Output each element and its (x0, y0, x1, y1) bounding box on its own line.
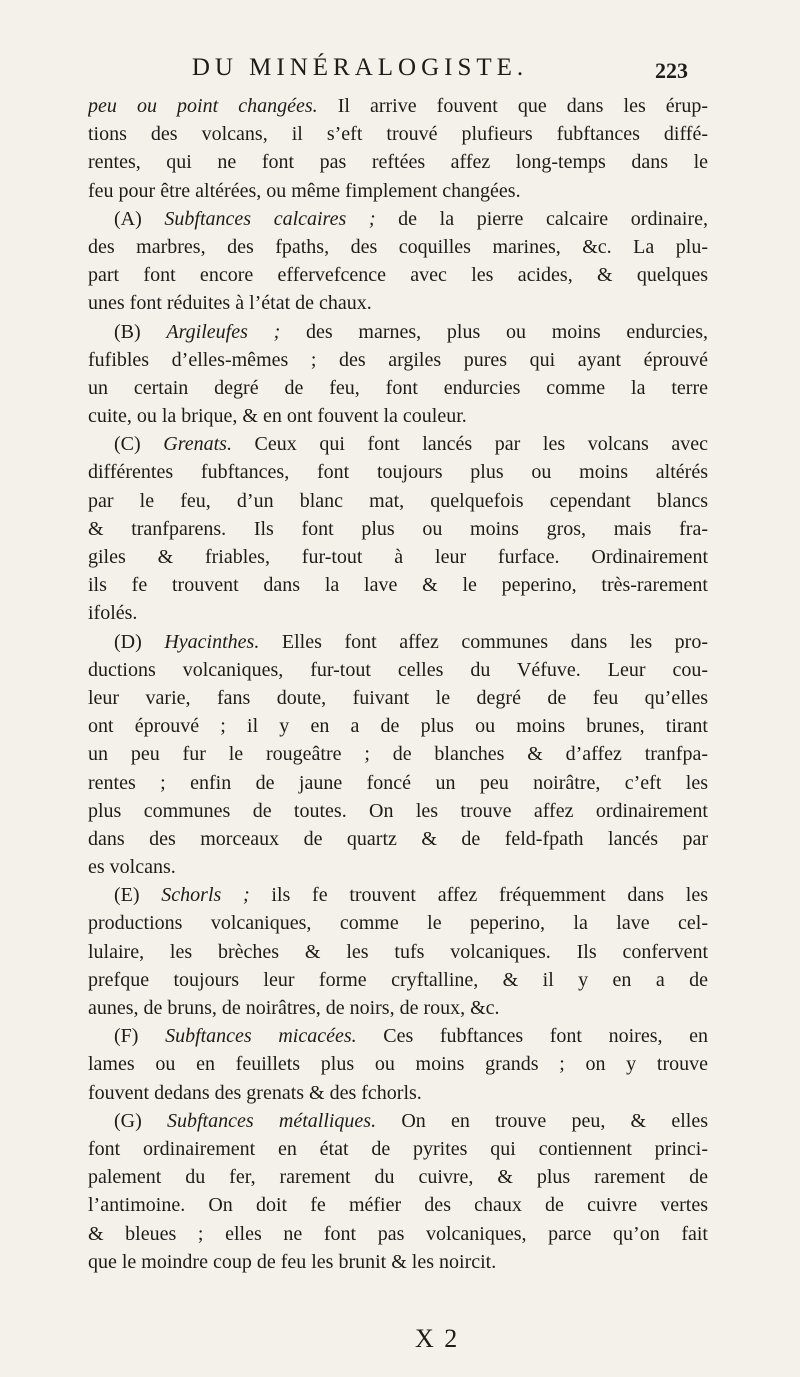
text-line (88, 1050, 708, 1078)
text-segment: Il arrive fouvent que dans les érup- (317, 95, 708, 117)
text-line (88, 909, 708, 937)
text-segment: dans des morceaux de quartz & de feld-fpath lancés par (88, 827, 708, 850)
text-line (88, 684, 708, 712)
text-line (88, 92, 708, 120)
text-segment: fouvent dedans des grenats & des fchorls. (88, 1081, 422, 1104)
text-line (88, 458, 708, 486)
text-line (88, 430, 708, 458)
text-segment: Ceux qui font lancés par les volcans avec (231, 433, 708, 456)
italic-text-segment: Hyacinthes. (164, 630, 260, 653)
text-segment: giles & friables, fur-tout à leur furface. Ordinairement (88, 546, 708, 568)
running-head (90, 48, 690, 88)
text-segment: ils fe trouvent affez fréquemment dans les (249, 884, 708, 907)
text-line (88, 402, 708, 430)
text-segment: (C) (114, 433, 164, 456)
text-line (88, 769, 708, 797)
text-segment: (F) (114, 1025, 166, 1048)
text-segment: & tranfparens. Ils font plus ou moins gros, mais fra- (88, 517, 708, 540)
text-segment: l’antimoine. On doit fe méfier des chaux de cuivre vertes (88, 1194, 708, 1217)
page-number: 223 (655, 58, 688, 83)
text-segment: différentes fubftances, font toujours plus ou moins altérés (88, 461, 708, 484)
text-segment: Elles font affez communes dans les pro- (259, 630, 708, 653)
text-line (88, 374, 708, 402)
text-segment: lames ou en feuillets plus ou moins grands ; on y trouve (88, 1053, 708, 1076)
text-segment: (G) (114, 1109, 167, 1132)
text-segment: es volcans. (88, 856, 176, 879)
text-line (88, 571, 708, 599)
text-line (88, 628, 708, 656)
text-segment: (A) (114, 207, 165, 230)
text-line (88, 853, 708, 881)
text-segment: rentes ; enfin de jaune foncé un peu noirâtre, c’eft les (88, 771, 708, 794)
italic-text-segment: Subftances métalliques. (167, 1109, 377, 1132)
text-segment: (E) (114, 884, 162, 907)
text-segment: tions des volcans, il s’eft trouvé plufieurs fubftances diffé- (88, 123, 708, 146)
text-segment: fufibles d’elles-mêmes ; des argiles pures qui ayant éprouvé (88, 348, 708, 371)
text-line (88, 318, 708, 346)
text-line (88, 515, 708, 543)
text-line (88, 825, 708, 853)
text-line (88, 938, 708, 966)
text-segment: ont éprouvé ; il y en a de plus ou moins brunes, tirant (88, 715, 708, 738)
text-segment: rentes, qui ne font pas reftées affez long-temps dans le (88, 151, 708, 174)
text-line (88, 994, 708, 1022)
text-segment: un certain degré de feu, font endurcies comme la terre (88, 376, 708, 399)
text-segment: unes font réduites à l’état de chaux. (88, 292, 372, 315)
text-segment: ductions volcaniques, fur-tout celles du Véfuve. Leur cou- (88, 658, 708, 681)
text-line (88, 1220, 708, 1248)
text-line (88, 1022, 708, 1050)
italic-text-segment: Subftances micacées. (165, 1025, 357, 1048)
text-line (88, 656, 708, 684)
text-segment: palement du fer, rarement du cuivre, & plus rarement de (88, 1166, 708, 1189)
text-segment: prefque toujours leur forme cryftalline, & il y en a de (88, 968, 708, 991)
text-line (88, 712, 708, 740)
text-segment: (B) (114, 320, 167, 343)
text-segment: leur varie, fans doute, fuivant le degré de feu qu’elles (88, 686, 708, 709)
text-line (88, 261, 708, 289)
text-segment: (D) (114, 630, 165, 653)
text-segment: cuite, ou la brique, & en ont fouvent la couleur. (88, 405, 467, 428)
text-segment: productions volcaniques, comme le peperino, la lave cel- (88, 912, 708, 935)
text-segment: feu pour être altérées, ou même fimplement changées. (88, 179, 521, 202)
italic-text-segment: Argileufes ; (166, 320, 281, 343)
signature-mark: X 2 (415, 1324, 460, 1353)
text-line (88, 1248, 708, 1276)
text-line (88, 177, 708, 205)
text-line (88, 120, 708, 148)
text-segment: un peu fur le rougeâtre ; de blanches & d’affez tranfpa- (88, 743, 708, 766)
italic-text-segment: Schorls ; (161, 884, 250, 907)
text-segment: & bleues ; elles ne font pas volcaniques, parce qu’on fait (88, 1222, 708, 1245)
text-segment: aunes, de bruns, de noirâtres, de noirs, de roux, &c. (88, 997, 500, 1019)
text-line (88, 1191, 708, 1219)
text-segment: ifolés. (88, 602, 138, 625)
text-line (88, 599, 708, 627)
text-line (88, 233, 708, 261)
text-segment: part font encore effervefcence avec les acides, & quelques (88, 264, 708, 287)
text-line (88, 797, 708, 825)
text-line (88, 543, 708, 571)
text-line (88, 1107, 708, 1135)
text-segment: Ces fubftances font noires, en (356, 1025, 708, 1048)
italic-text-segment: peu ou point changées. (88, 95, 318, 117)
text-line (88, 487, 708, 515)
text-segment: font ordinairement en état de pyrites qui contiennent princi- (88, 1137, 708, 1160)
text-line (88, 205, 708, 233)
text-segment: que le moindre coup de feu les brunit & les noircit. (88, 1250, 497, 1273)
text-segment: plus communes de toutes. On les trouve affez ordinairement (88, 799, 708, 822)
running-head-title: DU MINÉRALOGISTE. (191, 54, 529, 81)
text-line (88, 1163, 708, 1191)
text-line (88, 1135, 708, 1163)
text-segment: par le feu, d’un blanc mat, quelquefois cependant blancs (88, 489, 708, 512)
text-segment: On en trouve peu, & elles (376, 1109, 708, 1132)
text-line (88, 289, 708, 317)
text-segment: des marnes, plus ou moins endurcies, (280, 320, 708, 343)
text-segment: ils fe trouvent dans la lave & le peperino, très-rarement (88, 574, 708, 597)
text-line (88, 881, 708, 909)
text-line (88, 1079, 708, 1107)
body-text (88, 92, 708, 1276)
italic-text-segment: Grenats. (163, 433, 232, 456)
text-line (88, 740, 708, 768)
italic-text-segment: Subftances calcaires ; (164, 207, 376, 230)
text-line (88, 346, 708, 374)
text-line (88, 148, 708, 176)
text-segment: des marbres, des fpaths, des coquilles marines, &c. La plu- (88, 235, 708, 258)
text-segment: lulaire, les brèches & les tufs volcaniques. Ils confervent (88, 940, 708, 963)
text-segment: de la pierre calcaire ordinaire, (375, 207, 708, 230)
text-line (88, 966, 708, 994)
